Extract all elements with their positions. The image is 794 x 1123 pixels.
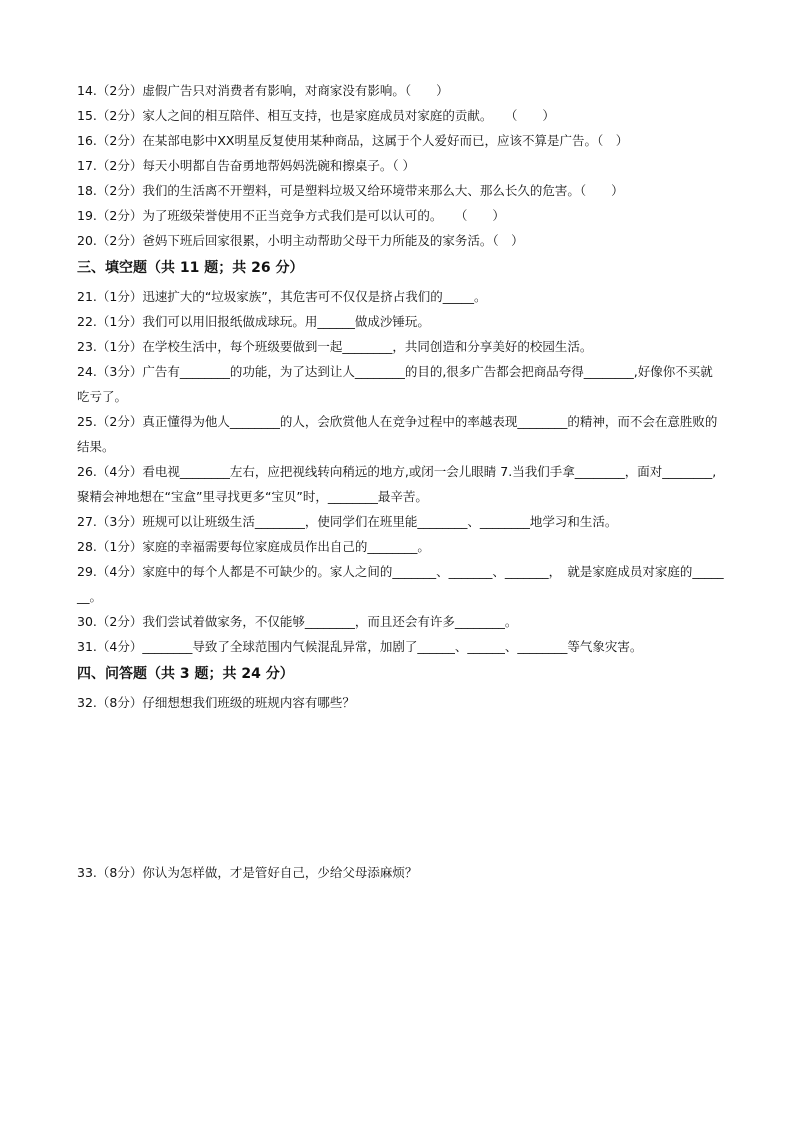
question-33: 33.（8分）你认为怎样做，才是管好自己，少给父母添麻烦？ — [77, 865, 418, 880]
fill-questions — [77, 284, 725, 659]
question-16: 16.（2分）在某部电影中XX明星反复使用某种商品，这属于个人爱好而已，应该不算是广告。（ ） — [77, 133, 629, 148]
question-25: 25.（2分）真正懂得为他人________的人，会欣赏他人在竞争过程中的率越表现________的精神，而不会在意胜败的结果。 — [77, 414, 718, 454]
question-18: 18.（2分）我们的生活离不开塑料，可是塑料垃圾又给环境带来那么大、那么长久的危害。（ ） — [77, 183, 624, 198]
question-19: 19.（2分）为了班级荣誉使用不正当竞争方式我们是可以认可的。 （ ） — [77, 208, 505, 223]
question-20: 20.（2分）爸妈下班后回家很累，小明主动帮助父母干力所能及的家务活。（ ） — [77, 233, 524, 248]
judgment-questions — [77, 78, 725, 253]
qa-questions — [77, 690, 725, 885]
question-26: 26.（4分）看电视________左右，应把视线转向稍远的地方,或闭一会儿眼睛 7.当我们手拿________，面对________,聚精会神地想在“宝盒”里寻找更多“宝贝”时，________最辛苦。 — [77, 464, 717, 504]
question-32: 32.（8分）仔细想想我们班级的班规内容有哪些？ — [77, 695, 355, 710]
section-fill-in-heading: 三、填空题（共 11 题；共 26 分） — [77, 260, 304, 276]
question-30: 30.（2分）我们尝试着做家务，不仅能够________，而且还会有许多________。 — [77, 614, 518, 629]
question-27: 27.（3分）班规可以让班级生活________，使同学们在班里能________、________地学习和生活。 — [77, 514, 618, 529]
question-14: 14.（2分）虚假广告只对消费者有影响，对商家没有影响。（ ） — [77, 83, 449, 98]
section-qa-heading: 四、问答题（共 3 题；共 24 分） — [77, 666, 294, 682]
exam-content — [77, 78, 725, 885]
question-24: 24.（3分）广告有________的功能，为了达到让人________的目的,很多广告都会把商品夸得________,好像你不买就吃亏了。 — [77, 364, 713, 404]
question-29: 29.（4分）家庭中的每个人都是不可缺少的。家人之间的_______、_______、_______， 就是家庭成员对家庭的_______。 — [77, 564, 724, 604]
question-21: 21.（1分）迅速扩大的“垃圾家族”，其危害可不仅仅是挤占我们的_____。 — [77, 289, 487, 304]
question-31: 31.（4分）________导致了全球范围内气候混乱异常，加剧了______、______、________等气象灾害。 — [77, 639, 643, 654]
question-15: 15.（2分）家人之间的相互陪伴、相互支持，也是家庭成员对家庭的贡献。 （ ） — [77, 108, 555, 123]
question-28: 28.（1分）家庭的幸福需要每位家庭成员作出自己的________。 — [77, 539, 430, 554]
question-23: 23.（1分）在学校生活中，每个班级要做到一起________，共同创造和分享美好的校园生活。 — [77, 339, 593, 354]
answer-space-32 — [77, 715, 725, 860]
question-17: 17.（2分）每天小明都自告奋勇地帮妈妈洗碗和擦桌子。（ ） — [77, 158, 416, 173]
question-22: 22.（1分）我们可以用旧报纸做成球玩。用______做成沙锤玩。 — [77, 314, 430, 329]
